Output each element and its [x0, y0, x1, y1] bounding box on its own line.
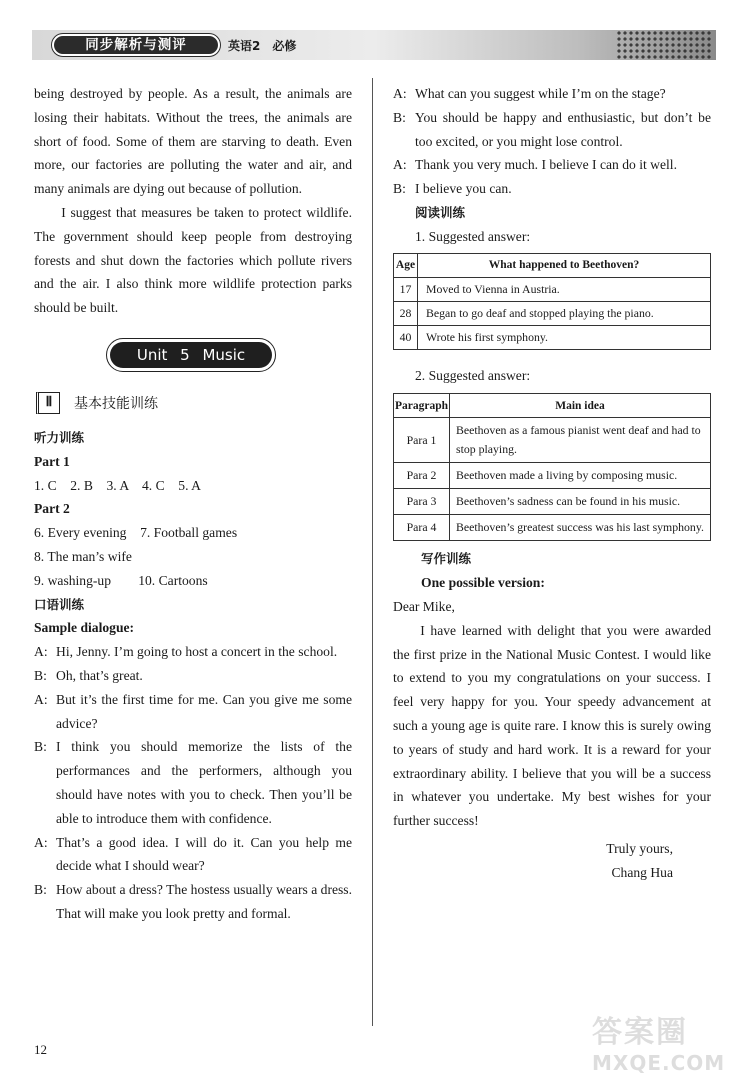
dialogue-text: Oh, that’s great. [56, 667, 143, 683]
table-row [394, 301, 711, 325]
left-column [34, 82, 352, 926]
speaker-label: B: [393, 109, 406, 125]
reading-title: 阅读训练 [415, 204, 466, 220]
speaker-label: A: [34, 644, 48, 660]
letter-salutation: Dear Mike, [393, 598, 455, 614]
dialogue-text: Thank you very much. I believe I can do it well. [415, 157, 677, 173]
version-label: One possible version: [421, 575, 545, 591]
speaker-label: B: [34, 882, 47, 898]
letter-body: I have learned with delight that you were awarded the first prize in the National Music Contest. I would like to extend to you my congratulations on your success. I feel very happy for you. Your speedy advancement at such a young age is quite rare. I know this is surely owing to years of study and hard work. It is a reward for your extraordinary ability. I believe that you will be a success in whatever you undertake. My best wishes for your further success! [393, 622, 711, 829]
table-header-row [394, 394, 711, 418]
speaker-label: A: [34, 691, 48, 707]
table-row [394, 463, 711, 489]
table-cell-event: Began to go deaf and stopped playing the piano. [418, 301, 711, 325]
table-header-cell: Age [394, 253, 418, 277]
dialogue-line [34, 735, 352, 830]
table-header-cell: What happened to Beethoven? [418, 253, 711, 277]
dialogue-text: Hi, Jenny. I’m going to host a concert in the school. [56, 644, 338, 660]
letter-closing: Truly yours, [606, 840, 673, 856]
part2-label: Part 2 [34, 501, 70, 517]
part1-label: Part 1 [34, 453, 70, 469]
page-header [32, 26, 716, 64]
speaker-label: B: [34, 667, 47, 683]
table-row [394, 489, 711, 515]
part1-answers: 1. C 2. B 3. A 4. C 5. A [34, 477, 201, 493]
dialogue-text: You should be happy and enthusiastic, but don’t be too excited, or you might lose control. [415, 109, 711, 149]
table-cell-event: Moved to Vienna in Austria. [418, 277, 711, 301]
writing-title: 写作训练 [421, 551, 472, 567]
table-header-row [394, 253, 711, 277]
beethoven-age-table [393, 253, 711, 350]
table-cell-age: 40 [394, 325, 418, 349]
table-cell-paragraph: Para 3 [394, 489, 450, 515]
table-cell-main-idea: Beethoven as a famous pianist went deaf and had to stop playing. [450, 418, 711, 463]
dialogue-line [34, 831, 352, 879]
dialogue-line [34, 878, 352, 926]
suggestion-paragraph: I suggest that measures be taken to protect wildlife. The government should keep people from destroying forests and shut down the factories which pollute rivers and the air. I also think more wildlife protection parks should be built. [34, 204, 352, 316]
speaker-label: A: [34, 834, 48, 850]
question2-label: 2. Suggested answer: [415, 367, 531, 383]
table-row [394, 277, 711, 301]
section-heading [36, 392, 352, 414]
page-number: 12 [34, 1042, 47, 1057]
speaking-title: 口语训练 [34, 596, 85, 612]
speaker-label: A: [393, 157, 407, 173]
watermark-top: 答案圈 [592, 1015, 688, 1050]
book-title: 同步解析与测评 [52, 34, 220, 56]
dialogue-line [34, 640, 352, 664]
section-roman-numeral: Ⅱ [36, 392, 60, 414]
table-header-cell: Main idea [450, 394, 711, 418]
table-cell-age: 28 [394, 301, 418, 325]
listening-title: 听力训练 [34, 429, 85, 445]
book-subtitle: 英语2 必修 [228, 39, 297, 53]
intro-paragraph: being destroyed by people. As a result, the animals are losing their habitats. Without the trees, the animals are short of food. Some of them are starving to death. Even more, our factories are polluting the water and air, and many animals are dying out because of pollution. [34, 86, 352, 197]
part2-answer-line: 9. washing-up 10. Cartoons [34, 572, 208, 588]
paragraph-main-idea-table [393, 393, 711, 541]
question1-label: 1. Suggested answer: [415, 228, 531, 244]
table-cell-main-idea: Beethoven’s sadness can be found in his music. [450, 489, 711, 515]
header-dot-pattern [616, 30, 712, 60]
dialogue-line [34, 664, 352, 688]
table-cell-event: Wrote his first symphony. [418, 325, 711, 349]
sample-dialogue-label: Sample dialogue: [34, 620, 135, 636]
dialogue-line [393, 153, 711, 177]
table-cell-main-idea: Beethoven made a living by composing music. [450, 463, 711, 489]
dialogue-line [393, 106, 711, 154]
part2-answer-line: 6. Every evening 7. Football games [34, 525, 238, 541]
dialogue-text: I think you should memorize the lists of the performances and the performers, although you should have notes with you to check. Then you’ll be able to introduce them with confidence. [56, 739, 352, 826]
column-divider [372, 78, 373, 1026]
table-cell-paragraph: Para 2 [394, 463, 450, 489]
part2-answer-line: 8. The man’s wife [34, 548, 132, 564]
speaker-label: B: [34, 739, 47, 755]
dialogue-text: That’s a good idea. I will do it. Can you help me decide what I should wear? [56, 834, 352, 874]
section-title: 基本技能训练 [74, 395, 158, 412]
letter-signature: Chang Hua [611, 864, 673, 880]
table-header-cell: Paragraph [394, 394, 450, 418]
unit-banner-label: Unit 5 Music [110, 342, 272, 368]
speaker-label: A: [393, 86, 407, 101]
dialogue-line [393, 177, 711, 201]
dialogue-line [34, 688, 352, 736]
watermark-logo [592, 1007, 742, 1077]
dialogue-line [393, 82, 711, 106]
dialogue-text: But it’s the first time for me. Can you give me some advice? [56, 691, 352, 731]
table-cell-paragraph: Para 1 [394, 418, 450, 463]
right-column [393, 82, 711, 885]
table-cell-paragraph: Para 4 [394, 515, 450, 541]
table-row [394, 418, 711, 463]
speaker-label: B: [393, 181, 406, 197]
table-row [394, 325, 711, 349]
dialogue-text: I believe you can. [415, 181, 512, 197]
table-cell-main-idea: Beethoven’s greatest success was his last symphony. [450, 515, 711, 541]
table-row [394, 515, 711, 541]
dialogue-text: How about a dress? The hostess usually wears a dress. That will make you look pretty and formal. [56, 882, 352, 921]
watermark-bottom: MXQE.COM [592, 1051, 726, 1075]
unit-banner [106, 338, 276, 372]
table-cell-age: 17 [394, 277, 418, 301]
dialogue-text: What can you suggest while I’m on the stage? [415, 86, 666, 101]
